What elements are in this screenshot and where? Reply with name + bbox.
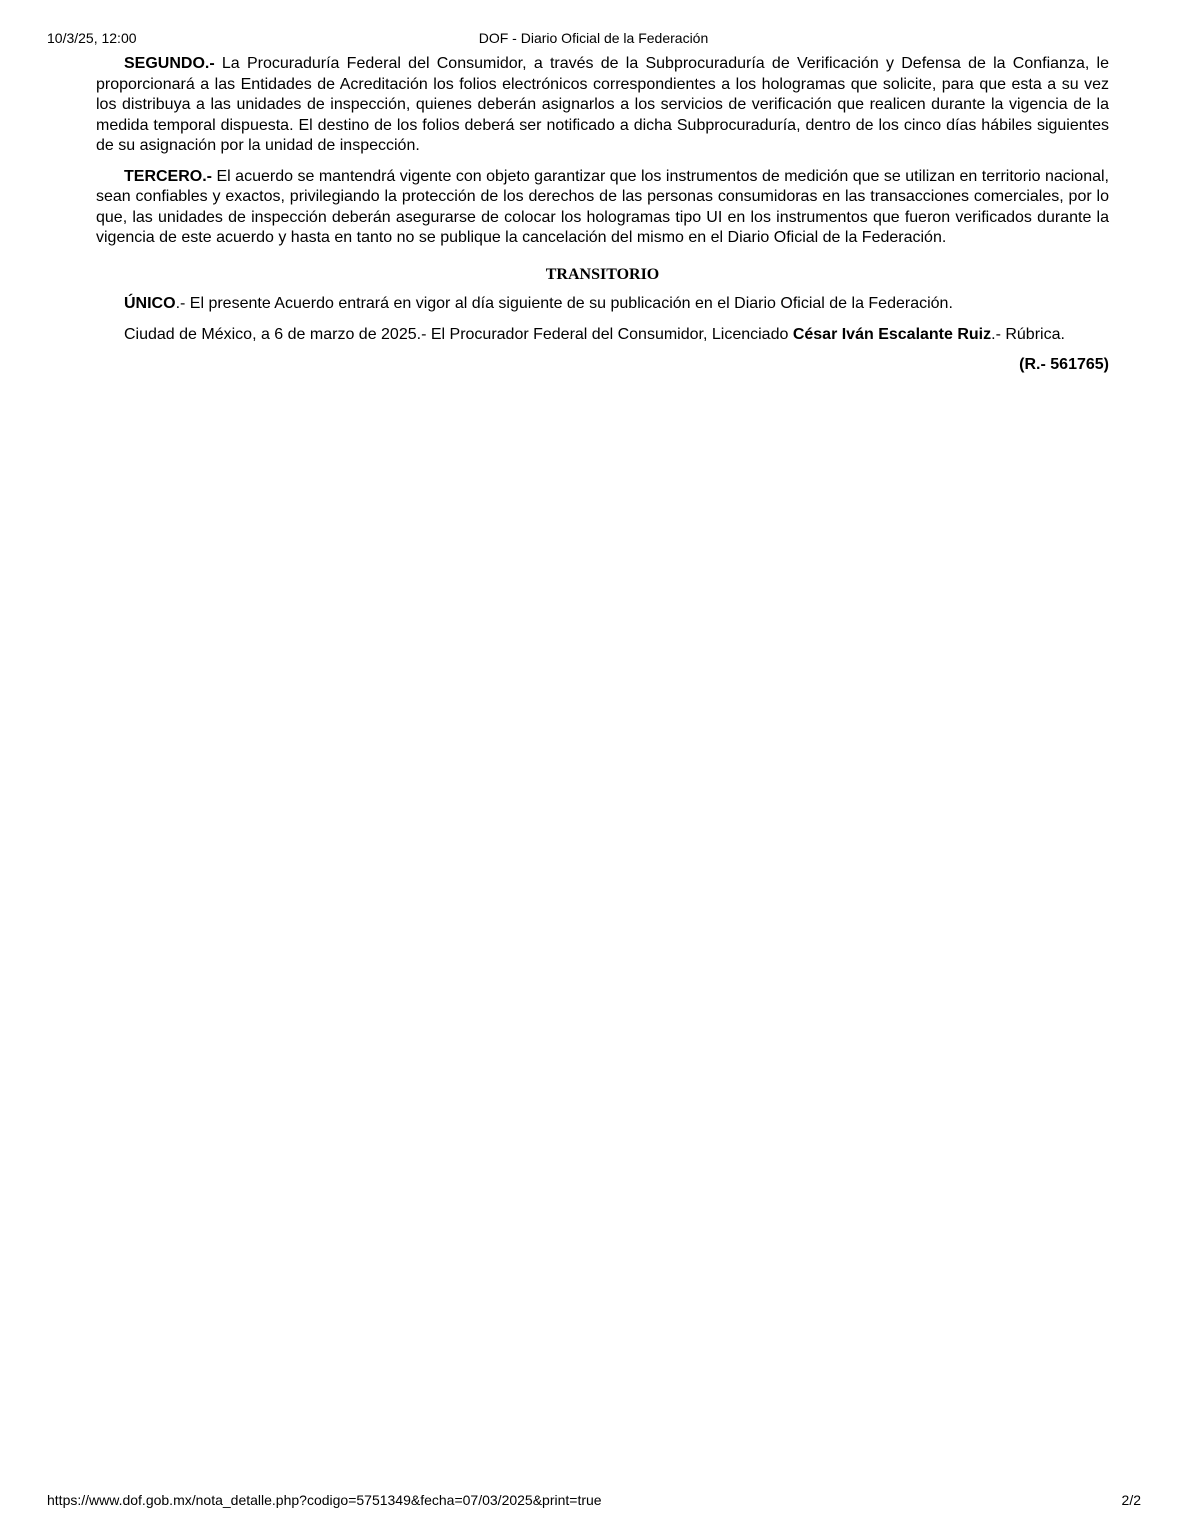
transitorio-heading: TRANSITORIO	[545, 265, 660, 283]
segundo-text: La Procuraduría Federal del Consumidor, a través de la Subprocuraduría de Verificación y Defensa de la Confianza, le proporcionará a las Entidades de Acreditación los folios electrónicos correspondientes a los hologramas que solicite, para que esta a su vez los distribuya a las unidades de inspección, quienes deberán asignarlos a los servicios de verificación que realicen durante la vigencia de la medida temporal dispuesta. El destino de los folios deberá ser notificado a dicha Subprocuraduría, dentro de los cinco días hábiles siguientes de su asignación por la unidad de inspección.	[96, 55, 1109, 154]
print-header-date: 10/3/25, 12:00	[47, 30, 137, 46]
tercero-text: El acuerdo se mantendrá vigente con objeto garantizar que los instrumentos de medición que se utilizan en territorio nacional, sean confiables y exactos, privilegiando la protección de los derechos de las personas consumidoras en las transacciones comerciales, por lo que, las unidades de inspección deberán asegurarse de colocar los hologramas tipo UI en los instrumentos que fueron verificados durante la vigencia de este acuerdo y hasta en tanto no se publique la cancelación del mismo en el Diario Oficial de la Federación.	[96, 167, 1109, 246]
registry-number: (R.- 561765)	[1019, 356, 1109, 373]
paragraph-closing	[96, 325, 1109, 346]
closing-text-after: .- Rúbrica.	[991, 325, 1065, 343]
print-footer-page-number: 2/2	[1121, 1492, 1141, 1508]
unico-label: ÚNICO	[124, 295, 176, 312]
print-footer-url: https://www.dof.gob.mx/nota_detalle.php?codigo=5751349&fecha=07/03/2025&print=true	[47, 1492, 602, 1508]
paragraph-tercero	[96, 167, 1109, 249]
document-body	[96, 54, 1109, 376]
signer-name: César Iván Escalante Ruiz	[792, 325, 992, 343]
tercero-label: TERCERO.-	[124, 167, 212, 185]
paragraph-unico	[96, 294, 1109, 315]
segundo-label: SEGUNDO.-	[124, 55, 215, 72]
paragraph-segundo	[96, 54, 1109, 157]
print-header-title: DOF - Diario Oficial de la Federación	[478, 30, 709, 46]
closing-text-before: Ciudad de México, a 6 de marzo de 2025.- El Procurador Federal del Consumidor, Licenciado	[124, 325, 793, 343]
unico-text: .- El presente Acuerdo entrará en vigor al día siguiente de su publicación en el Diario Oficial de la Federación.	[175, 295, 953, 312]
